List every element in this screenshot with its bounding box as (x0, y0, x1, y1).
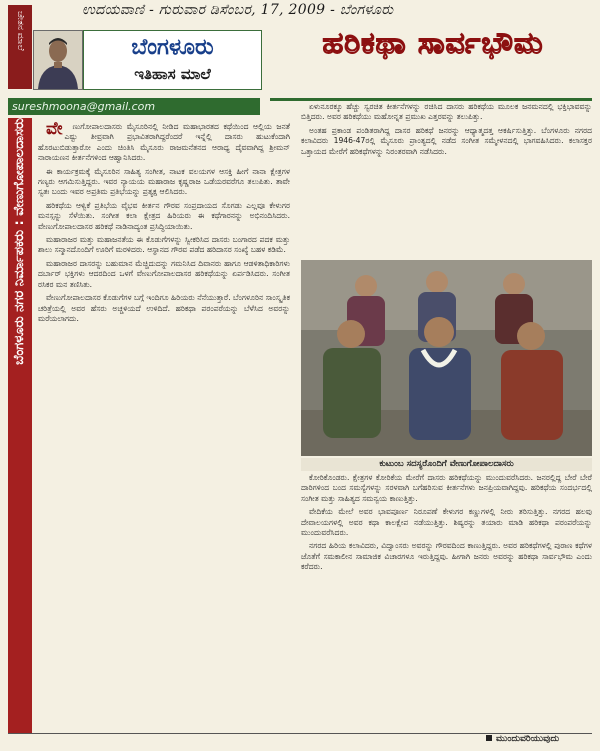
vertical-title: ಬೆಂಗಳೂರು ನಗರ ನಿರ್ಮಾಪಕರು : ವೇಣುಗೋಪಾಲದಾಸರು (12, 118, 27, 365)
square-bullet-icon (486, 735, 492, 741)
right-column-bottom (301, 473, 592, 727)
paragraph: ಕೋರಿಕೊಂಡರು. ಕ್ಷೇತ್ರಗಳ ಕೋರಿಕೆಯ ಮೇರೆಗೆ ದಾಸರು ಹರಿಕಥೆಯನ್ನು ಮುಂದುವರೆಸಿದರು. ಜನರಲ್ಲಿದ್ದ ಬೇರೆ ಬೇರೆ ದಾರಿಗಳಿಂದ ಬಂದ ಸಮಸ್ಯೆಗಳನ್ನು ಸರಳವಾಗಿ ಬಗೆಹರಿಸುವ ಕೀರ್ತನೆಗಳು ಜನಪ್ರಿಯವಾಗಿದ್ದವು. ಹರಿಕಥೆಯ ಸಂದರ್ಭದಲ್ಲಿ ಸಂಗೀತ ಮತ್ತು ಸಾಹಿತ್ಯದ ಸಮನ್ವಯ ಕಾಣುತ್ತಿತ್ತು. (301, 473, 592, 503)
vertical-title-bar (8, 118, 32, 733)
header-rule (270, 98, 592, 101)
author-photo (33, 30, 83, 90)
series-box (83, 30, 262, 90)
continued-marker: ಮುಂದುವರಿಯುವುದು (486, 734, 596, 744)
paragraph: ವೇ ಣುಗೋಪಾಲದಾಸರು ಮೈಸೂರಿನಲ್ಲಿ ನೀಡಿದ ಮಹಾಭಾರತದ ಕಥೆಯಿಂದ ಆಲ್ಲಿಯ ಜನತೆ ಎಷ್ಟು ತೀವ್ರವಾಗಿ ಪ್ರಭಾವಿತರಾಗಿದ್ದರೆಂದರೆ ಇನ್ನೆಲ್ಲಿ ದಾಸರು ಹುಟುಕೆಂದಾಗಿ ಹೊರಟುಬಿಡುತ್ತಾರೋ ಎಂದು ಚಿಂತಿಸಿ ಮೈಸೂರು ರಾಜಮನೆತನದ ಆರಾಧ್ಯ ದೈವವಾಗಿದ್ದ ಶ್ರೀಮನ್ ನಾರಾಯಣನ ಕೀರ್ತನೆಗಳಿಂದ ಆಹ್ವಾನಿಸಿದರು. (38, 122, 290, 163)
family-group-photo-icon (301, 260, 592, 456)
series-name: ಇತಿಹಾಸ ಮಾಲೆ (134, 65, 211, 83)
paragraph: ಹರಿಕಥೆಯ ಆಳ್ವಿಕೆ ಪ್ರತಿಭೆಯ ವೈಭವ ಕೀರ್ತನ ಗೌರವ ಸಂಪ್ರದಾಯದ ಸೊಗಡು ಎಲ್ಲವೂ ಕೇಳುಗರ ಮನಸ್ಸನ್ನು ಸೆಳೆಯಿತು. ಸಂಗೀತ ಕಲಾ ಕ್ಷೇತ್ರದ ಹಿರಿಯರು ಈ ಕಥೆಗಾರನನ್ನು ಅಭಿನಂದಿಸಿದರು. ವೇಣುಗೋಪಾಲದಾಸರ ಹರಿಕಥೆ ನಾಡಿನಾದ್ಯಂತ ಪ್ರಸಿದ್ಧಿಯಾಯಿತು. (38, 200, 290, 231)
series-city: ಬೆಂಗಳೂರು (131, 34, 214, 60)
photo-caption: ಕುಟುಂಬ ಸದಸ್ಯರೊಂದಿಗೆ ವೇಣುಗೋಪಾಲದಾಸರು (301, 458, 592, 471)
column-tag: ಚೇತನ ಮಾಲೆ (15, 11, 25, 51)
column-tag-bar (8, 5, 32, 89)
paragraph: ಮಹಾರಾಜರ ಮತ್ತು ಮಹಾಜನತೆಯ ಈ ಕೊಡುಗೆಗಳನ್ನು ಸ್ವೀಕರಿಸಿದ ದಾಸರು ಬಂಗಾರದ ಪದಕ ಮತ್ತು ಶಾಲು ಸನ್ಮಾನದೊಂದಿಗೆ ಊರಿಗೆ ಮರಳಿದರು. ಆಸ್ಥಾನದ ಗೌರವ ಪಡೆದ ಹರಿದಾಸರ ಸಂಖ್ಯೆ ಬಹಳ ಕಡಿಮೆ. (38, 235, 290, 255)
paragraph: ನಗರದ ಹಿರಿಯ ಕಲಾವಿದರು, ವಿದ್ವಾಂಸರು ಅವರನ್ನು ಗೌರವದಿಂದ ಕಾಣುತ್ತಿದ್ದರು. ಅವರ ಹರಿಕಥೆಗಳಲ್ಲಿ ಪುರಾಣ ಕಥೆಗಳ ಜೊತೆಗೆ ಸಮಕಾಲೀನ ಸಾಮಾಜಿಕ ವಿಚಾರಗಳೂ ಇರುತ್ತಿದ್ದವು. ಹೀಗಾಗಿ ಜನರು ಅವರನ್ನು ಹರಿಕಥಾ ಸಾರ್ವಭೌಮ ಎಂದು ಕರೆದರು. (301, 541, 592, 572)
author-email: sureshmoona@gmail.com (8, 98, 260, 115)
paragraph: ಏಳುನೂರಕ್ಕೂ ಹೆಚ್ಚು ಸ್ವರಚಿತ ಕೀರ್ತನೆಗಳನ್ನು ರಚಿಸಿದ ದಾಸರು ಹರಿಕಥೆಯ ಮೂಲಕ ಜನಮನದಲ್ಲಿ ಭಕ್ತಿಭಾವವನ್ನು ಬಿತ್ತಿದರು. ಅವರ ಹರಿಕಥೆಯು ಮಹೋನ್ನತ ಪ್ರಮುಖ ಎತ್ತರವನ್ನು ತಲುಪಿತ್ತು. (301, 102, 592, 122)
paragraph: ಮಹಾರಾಜರ ದಾಸರನ್ನು ಬಹುಮಾನ ಮೆಚ್ಚಿದುದನ್ನು ಗಮನಿಸಿದ ದಿವಾನರು ಹಾಗೂ ಆಡಳಿತಾಧಿಕಾರಿಗಳು ದರ್ಬಾರ್ ಭಕ್ತಿಗಳು ಆದರದಿಂದ ಒಳಗೆ ವೇಣುಗೋಪಾಲದಾಸರ ಹರಿಕಥೆಯನ್ನು ಏರ್ಪಡಿಸಿದರು. ಸಂಗೀತ ರಸಿಕರ ಮನ ತಣಿಸಿತು. (38, 258, 290, 289)
right-column-top (301, 102, 592, 257)
date-line: ಉದಯವಾಣಿ - ಗುರುವಾರ ಡಿಸೆಂಬರ, 17, 2009 - ಬೆಂಗಳೂರು (82, 2, 394, 18)
left-column (38, 122, 290, 734)
article-headline: ಹರಿಕಥಾ ಸಾರ್ವಭೌಮ (322, 26, 544, 61)
paragraph: ವೇದಿಕೆಯ ಮೇಲೆ ಅವರ ಭಾವಪೂರ್ಣ ನಿರೂಪಣೆ ಕೇಳುಗರ ಕಣ್ಣುಗಳಲ್ಲಿ ನೀರು ತರಿಸುತ್ತಿತ್ತು. ನಗರದ ಹಲವು ದೇವಾಲಯಗಳಲ್ಲಿ ಅವರ ಕಥಾ ಕಾಲಕ್ಷೇಪ ನಡೆಯುತ್ತಿತ್ತು. ಶಿಷ್ಯರನ್ನು ತಯಾರು ಮಾಡಿ ಹರಿಕಥಾ ಪರಂಪರೆಯನ್ನು ಮುಂದುವರೆಸಿದರು. (301, 507, 592, 538)
dropcap: ವೇ (46, 122, 63, 139)
paragraph: ಅಂತಹ ಪ್ರಕಾಂಡ ಪಂಡಿತರಾಗಿದ್ದ ದಾಸರ ಹರಿಕಥೆ ಜನರನ್ನು ಆಧ್ಯಾತ್ಮದತ್ತ ಆಕರ್ಷಿಸುತ್ತಿತ್ತು. ಬೆಂಗಳೂರು ನಗರದ ಕಲಾವಿದರು 1946-47ರಲ್ಲಿ ಮೈಸೂರು ಪ್ರಾಂತ್ಯದಲ್ಲಿ ನಡೆದ ಸಂಗೀತ ಸಮ್ಮೇಳನದಲ್ಲಿ ಭಾಗವಹಿಸಿದರು. ಕಲಾಸಕ್ತರ ಒತ್ತಾಯದ ಮೇರೆಗೆ ಹರಿಕಥೆಗಳನ್ನು ನಿರಂತರವಾಗಿ ನಡೆಸಿದರು. (301, 125, 592, 156)
paragraph: ವೇಣುಗೋಪಾಲದಾಸರ ಕೊಡುಗೆಗಳ ಬಗ್ಗೆ ಇಂದಿಗೂ ಹಿರಿಯರು ನೆನೆಯುತ್ತಾರೆ. ಬೆಂಗಳೂರಿನ ಸಾಂಸ್ಕೃತಿಕ ಚರಿತ್ರೆಯಲ್ಲಿ ಅವರ ಹೆಸರು ಅಚ್ಚಳಿಯದೆ ಉಳಿದಿದೆ. ಹರಿಕಥಾ ಪರಂಪರೆಯನ್ನು ಬೆಳೆಸಿದ ಅವರನ್ನು ಮರೆಯಲಾಗದು. (38, 293, 290, 323)
paragraph: ಈ ಕಾರ್ಯಕ್ರಮಕ್ಕೆ ಮೈಸೂರಿನ ಸಾಹಿತ್ಯ ಸಂಗೀತ, ನಾಟಕ ವಲಯಗಳ ಆಸಕ್ತಿ ಹೀಗೆ ನಾನಾ ಕ್ಷೇತ್ರಗಳ ಗಣ್ಯರು ಆಗಮಿಸುತ್ತಿದ್ದರು. ಇವರ ನ್ಯಾಯಯ ಮಹಾರಾಜ ಕೃಷ್ಣರಾಜ ಒಡೆಯರವರೆಗೂ ತಲುಪಿತು. ತಾವೇ ಸ್ವತಃ ಬಂದು ಇವರ ಅಪ್ರತಿಮ ಪ್ರತಿಭೆಯನ್ನು ಪ್ರತ್ಯಕ್ಷ ಆಲಿಸಿದರು. (38, 166, 290, 197)
author-portrait-icon (34, 31, 82, 89)
family-photo (301, 260, 592, 456)
